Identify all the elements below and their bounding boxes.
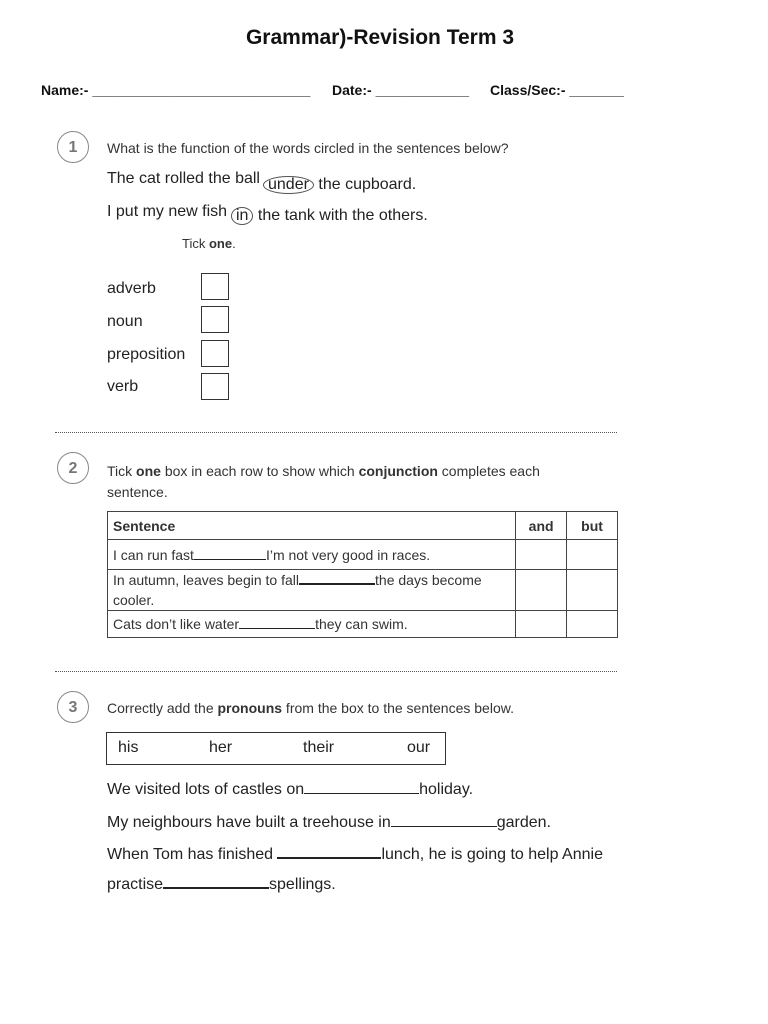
- question-number-1: 1: [57, 131, 89, 163]
- name-label: Name:-: [41, 82, 93, 98]
- pronoun-her: her: [209, 739, 233, 756]
- option-noun-label: noun: [107, 313, 143, 330]
- date-field[interactable]: [332, 82, 469, 98]
- question-number-3: 3: [57, 691, 89, 723]
- name-blank[interactable]: ____________________________: [92, 82, 311, 98]
- q1-sentence-2: [107, 203, 227, 221]
- q1-s2-before: I put my new fish: [107, 203, 228, 220]
- and-tick-cell[interactable]: [516, 570, 567, 611]
- q1-s2-after: the tank with the others.: [257, 207, 428, 224]
- header-but: but: [567, 512, 618, 540]
- row3-blank: [239, 628, 315, 629]
- pronoun-their: their: [303, 739, 335, 756]
- option-preposition-checkbox[interactable]: [201, 340, 229, 367]
- header-and: and: [516, 512, 567, 540]
- pronoun-box: [106, 732, 446, 765]
- and-tick-cell[interactable]: [516, 540, 567, 570]
- q3-prompt: [107, 700, 514, 716]
- q2-prompt-b: one: [136, 463, 161, 479]
- row3-after: they can swim.: [315, 616, 408, 632]
- row2-blank: [299, 583, 375, 585]
- q3-s4-blank[interactable]: [163, 887, 269, 889]
- row1-after: I’m not very good in races.: [265, 546, 431, 563]
- sentence-cell: [108, 540, 516, 570]
- tick-suffix: .: [232, 236, 236, 251]
- row2-after2: cooler.: [113, 592, 155, 608]
- tick-bold: one: [208, 236, 233, 251]
- row3-before: Cats don’t like water: [113, 616, 240, 632]
- name-field[interactable]: [41, 82, 310, 98]
- pronoun-our: our: [407, 739, 431, 756]
- and-tick-cell[interactable]: [516, 611, 567, 638]
- pronoun-his: his: [118, 739, 139, 756]
- option-verb-checkbox[interactable]: [201, 373, 229, 400]
- circled-word-in: in: [231, 207, 253, 225]
- row1-before: I can run fast: [113, 546, 194, 563]
- q2-prompt-c: box in each row to show which: [160, 463, 359, 479]
- q2-prompt: [107, 461, 587, 503]
- q1-sentence-1-end: [263, 176, 416, 194]
- date-label: Date:-: [332, 82, 376, 98]
- section-divider: [55, 671, 617, 672]
- sentence-cell: [108, 611, 516, 638]
- option-preposition-label: preposition: [107, 346, 186, 363]
- option-noun-checkbox[interactable]: [201, 306, 229, 333]
- header-sentence: Sentence: [108, 512, 516, 540]
- row1-blank: [194, 559, 266, 560]
- q1-s1-after: the cupboard.: [318, 176, 417, 193]
- q3-s3-after: lunch, he is going to help Annie: [381, 846, 603, 863]
- tick-one-instruction: [182, 236, 236, 251]
- section-divider: [55, 432, 617, 433]
- row2-before: In autumn, leaves begin to fall: [113, 572, 300, 588]
- q1-s1-before: The cat rolled the ball: [107, 170, 260, 187]
- q3-prompt-c: from the box to the sentences below.: [282, 700, 514, 716]
- but-tick-cell[interactable]: [567, 611, 618, 638]
- date-blank[interactable]: ____________: [375, 82, 469, 98]
- q1-prompt: What is the function of the words circled in the sentences below?: [107, 140, 509, 156]
- option-adverb-checkbox[interactable]: [201, 273, 229, 300]
- option-adverb-label: adverb: [107, 280, 156, 297]
- option-verb-label: verb: [107, 378, 139, 395]
- tick-prefix: Tick: [182, 236, 209, 251]
- q3-s3-before: When Tom has finished: [107, 846, 278, 863]
- q3-s1-blank[interactable]: [304, 793, 419, 794]
- class-field[interactable]: [490, 82, 624, 98]
- q3-s2-before: My neighbours have built a treehouse in: [107, 814, 391, 831]
- q2-prompt-a: Tick: [107, 463, 137, 479]
- q3-sentence-3: [107, 846, 603, 864]
- question-number-2: 2: [57, 452, 89, 484]
- q3-sentence-4: [107, 876, 336, 894]
- q3-sentence-1: [107, 781, 473, 799]
- table-row: [108, 570, 618, 611]
- class-label: Class/Sec:-: [490, 82, 570, 98]
- q2-prompt-f: sentence.: [107, 484, 168, 500]
- table-row: [108, 611, 618, 638]
- q3-sentence-2: [107, 814, 551, 832]
- q3-s2-blank[interactable]: [391, 826, 497, 827]
- but-tick-cell[interactable]: [567, 540, 618, 570]
- q2-prompt-e: completes each: [437, 463, 540, 479]
- q3-s1-after: holiday.: [419, 781, 474, 798]
- q3-prompt-a: Correctly add the: [107, 700, 218, 716]
- q3-s4-after: spellings.: [269, 876, 336, 893]
- q2-prompt-d: conjunction: [358, 463, 438, 479]
- sentence-cell: [108, 570, 516, 611]
- q3-s1-before: We visited lots of castles on: [107, 781, 305, 798]
- class-blank[interactable]: _______: [569, 82, 624, 98]
- q3-prompt-b: pronouns: [217, 700, 283, 716]
- circled-word-under: under: [263, 176, 314, 194]
- q3-s4-before: practise: [107, 876, 164, 893]
- conjunction-table: [107, 511, 618, 638]
- q3-s2-after: garden.: [496, 814, 551, 831]
- page-title: Grammar)-Revision Term 3: [245, 26, 515, 49]
- table-row: [108, 540, 618, 570]
- but-tick-cell[interactable]: [567, 570, 618, 611]
- q3-s3-blank[interactable]: [277, 857, 381, 859]
- q1-sentence-1: [107, 170, 260, 188]
- table-header-row: [108, 512, 618, 540]
- q1-sentence-2-end: [231, 207, 428, 225]
- row2-after: the days become: [375, 572, 482, 588]
